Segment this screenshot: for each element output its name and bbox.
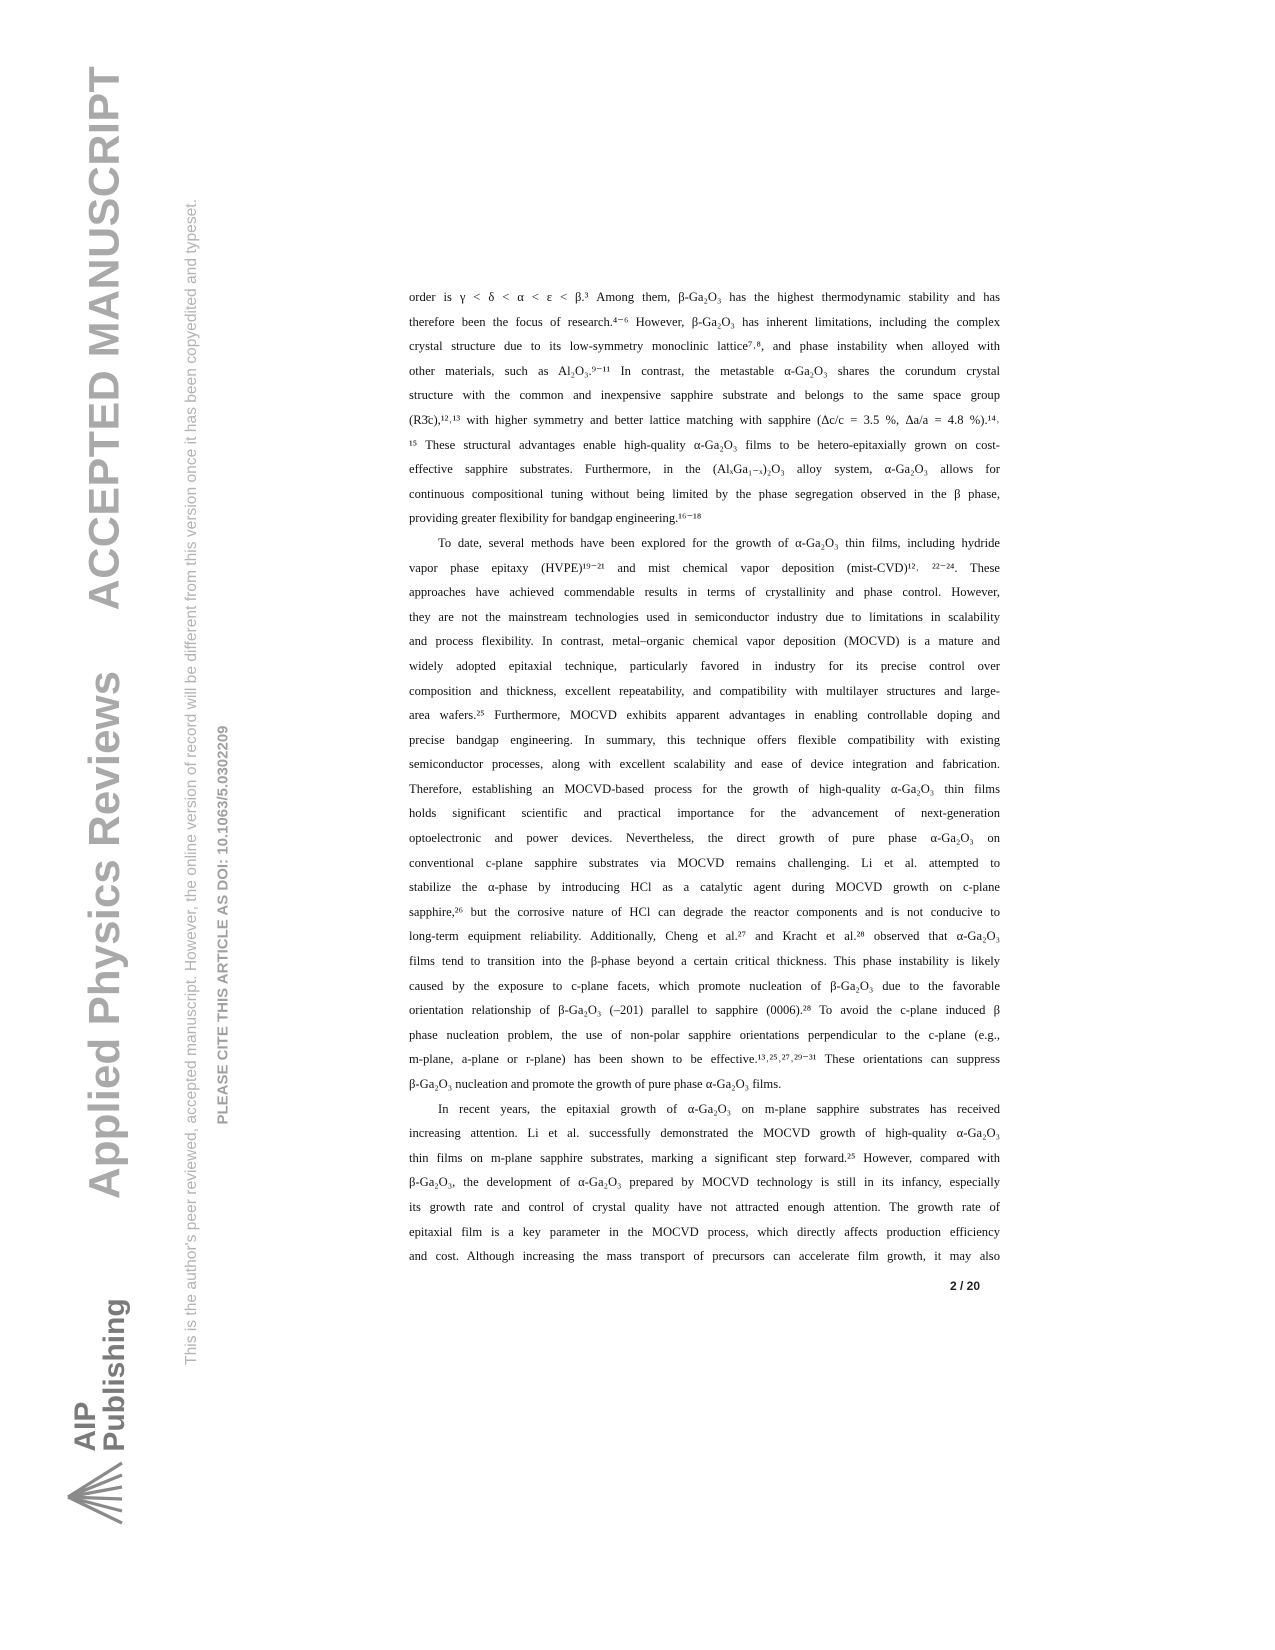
publisher-logo-text (71, 1298, 129, 1451)
text-line: providing greater flexibility for bandgap engineering.¹⁶⁻¹⁸ (409, 511, 702, 526)
text-line: and process flexibility. In contrast, metal–organic chemical vapor deposition (MOCVD) is a mature and (409, 634, 1000, 649)
text-line: structure with the common and inexpensive sapphire substrate and belongs to the same space group (409, 388, 1000, 403)
text-line: Therefore, establishing an MOCVD-based process for the growth of high-quality α-Ga₂O₃ thin films (409, 781, 1000, 796)
text-line: its growth rate and control of crystal quality have not attracted enough attention. The growth rate of (409, 1199, 1000, 1214)
page-number: 2 / 20 (950, 1279, 981, 1293)
text-line: other materials, such as Al₂O₃.⁹⁻¹¹ In contrast, the metastable α-Ga₂O₃ shares the corundum crystal (409, 363, 1000, 378)
journal-name: Applied Physics Reviews (80, 670, 129, 1200)
text-line: epitaxial film is a key parameter in the MOCVD process, which directly affects production efficiency (409, 1224, 1000, 1239)
text-line: long-term equipment reliability. Additionally, Cheng et al.²⁷ and Kracht et al.²⁸ observed that α-Ga₂O₃ (409, 929, 1000, 944)
text-line: To date, several methods have been explored for the growth of α-Ga₂O₃ thin films, including hydride (438, 535, 1000, 550)
text-line: sapphire,²⁶ but the corrosive nature of HCl can degrade the reactor components and is not conducive to (409, 904, 1000, 919)
text-line: (R3̄c),¹²˒¹³ with higher symmetry and better lattice matching with sapphire (Δc/c = 3.5 %, Δa/a = 4.8 %).¹⁴˒ (409, 412, 1000, 427)
text-line: effective sapphire substrates. Furthermore, in the (AlₓGa₁₋ₓ)₂O₃ alloy system, α-Ga₂O₃ allows for (409, 462, 1000, 477)
manuscript-disclaimer: This is the author's peer reviewed, accepted manuscript. However, the online version of record will be different from this version once it has been copyedited and typeset. (183, 199, 200, 1365)
text-line: thin films on m-plane sapphire substrates, marking a significant step forward.²⁵ However, compared with (409, 1150, 1000, 1165)
text-line: increasing attention. Li et al. successfully demonstrated the MOCVD growth of high-quality α-Ga₂O₃ (409, 1126, 1000, 1141)
text-line: and cost. Although increasing the mass transport of precursors can accelerate film growth, it may also (409, 1249, 1000, 1264)
text-line: order is γ < δ < α < ε < β.³ Among them, β-Ga₂O₃ has the highest thermodynamic stability and has (409, 290, 1000, 304)
text-line: holds significant scientific and practical importance for the advancement of next-generation (409, 806, 1000, 821)
text-line: β-Ga₂O₃, the development of α-Ga₂O₃ prepared by MOCVD technology is still in its infancy, especially (409, 1175, 1000, 1190)
text-line: orientation relationship of β-Ga₂O₃ (–201) parallel to sapphire (0006).²⁸ To avoid the c-plane induced β (409, 1003, 1000, 1018)
text-line: area wafers.²⁵ Furthermore, MOCVD exhibits apparent advantages in enabling controllable doping and (409, 708, 1000, 723)
text-line: they are not the mainstream technologies used in semiconductor industry due to limitations in scalability (409, 609, 1000, 624)
text-line: In recent years, the epitaxial growth of α-Ga₂O₃ on m-plane sapphire substrates has received (438, 1101, 1000, 1116)
text-line: precise bandgap engineering. In summary, this technique offers flexible compatibility with existing (409, 732, 1000, 747)
text-line: composition and thickness, excellent repeatability, and compatibility with multilayer structures and large- (409, 683, 1000, 698)
text-line: widely adopted epitaxial technique, particularly favored in industry for its precise control over (409, 658, 1000, 673)
doi-citation: PLEASE CITE THIS ARTICLE AS DOI: 10.1063/5.0302209 (214, 725, 232, 1125)
text-line: crystal structure due to its low-symmetry monoclinic lattice⁷˒⁸, and phase instability when alloyed with (409, 339, 1000, 354)
text-line: vapor phase epitaxy (HVPE)¹⁹⁻²¹ and mist chemical vapor deposition (mist-CVD)¹²˒ ²²⁻²⁴. These (409, 560, 1000, 575)
publisher-line2: Publishing (98, 1298, 131, 1452)
text-line: ¹⁵ These structural advantages enable high-quality α-Ga₂O₃ films to be hetero-epitaxially grown on cost- (409, 437, 1000, 452)
text-line: conventional c-plane sapphire substrates via MOCVD remains challenging. Li et al. attempted to (409, 855, 1000, 870)
publisher-line1: AIP (69, 1401, 102, 1452)
text-line: caused by the exposure to c-plane facets, which promote nucleation of β-Ga₂O₃ due to the favorable (409, 978, 1000, 993)
text-line: optoelectronic and power devices. Nevertheless, the direct growth of pure phase α-Ga₂O₃ on (409, 831, 1000, 846)
article-body (409, 285, 1000, 1269)
text-line: approaches have achieved commendable results in terms of crystallinity and phase control. However, (409, 585, 1000, 600)
text-line: phase nucleation problem, the use of non-polar sapphire orientations perpendicular to the c-plane (e.g., (409, 1027, 1000, 1042)
text-line: β-Ga₂O₃ nucleation and promote the growth of pure phase α-Ga₂O₃ films. (409, 1077, 782, 1091)
text-line: therefore been the focus of research.⁴⁻⁶ However, β-Ga₂O₃ has inherent limitations, including the complex (409, 314, 1000, 329)
accepted-manuscript-watermark: ACCEPTED MANUSCRIPT (80, 65, 129, 611)
aip-swoosh-logo-icon (62, 1455, 128, 1535)
text-line: stabilize the α-phase by introducing HCl as a catalytic agent during MOCVD growth on c-plane (409, 880, 1000, 895)
text-line: semiconductor processes, along with excellent scalability and ease of device integration and fabrication. (409, 757, 1000, 772)
text-line: films tend to transition into the β-phase beyond a certain critical thickness. This phase instability is likely (409, 954, 1000, 969)
text-line: m-plane, a-plane or r-plane) has been shown to be effective.¹³˒²⁵˒²⁷˒²⁹⁻³¹ These orientations can suppress (409, 1052, 1000, 1067)
text-line: continuous compositional tuning without being limited by the phase segregation observed in the β phase, (409, 486, 1000, 501)
